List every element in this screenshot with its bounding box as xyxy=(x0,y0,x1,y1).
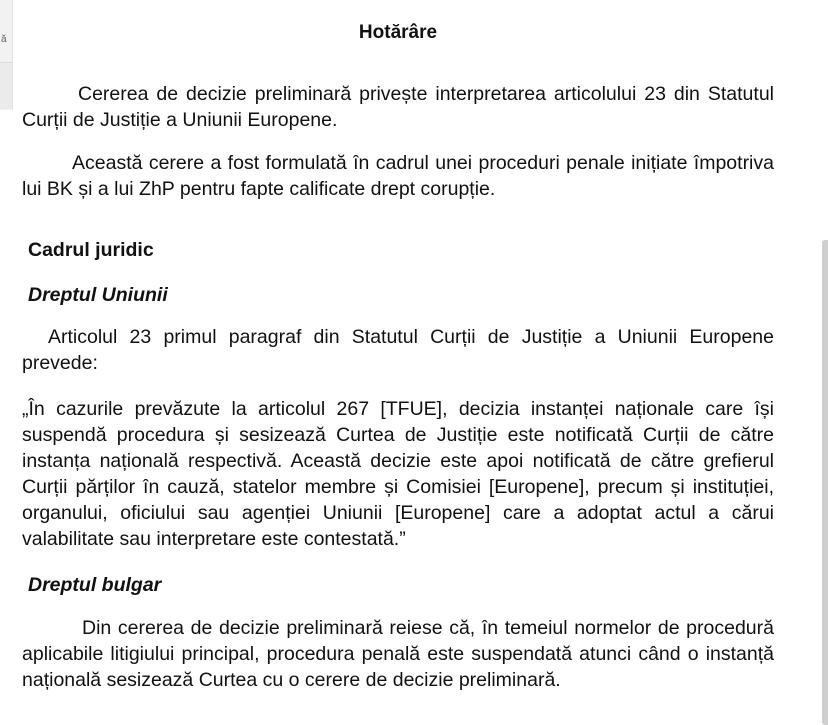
document-title: Hotărâre xyxy=(358,22,438,43)
left-panel-glyph: ă xyxy=(1,34,7,45)
vertical-scrollbar[interactable] xyxy=(822,240,828,725)
heading-bulgarian-law: Dreptul bulgar xyxy=(28,574,162,596)
paragraph-union-law-quote: „În cazurile prevăzute la articolul 267 [TFUE], decizia instanței naționale care își suspendă procedura și sesizează Curtea de Justiție este notificată Curții de către instanța națională respectivă. Această decizie este apoi notificată de către grefierul Curții părților în cauză, statelor membre și Comisiei [Europene], precum și instituției, organului, oficiului sau agenției Uniunii [Europene] care a adoptat actul a cărui valabilitate sau interpretare este contestată.” xyxy=(22,398,774,550)
heading-legal-framework: Cadrul juridic xyxy=(28,239,154,261)
heading-union-law: Dreptul Uniunii xyxy=(28,284,168,306)
paragraph-union-law-intro: Articolul 23 primul paragraf din Statutul Curții de Justiție a Uniunii Europene prevede: xyxy=(22,326,774,374)
left-panel-edge xyxy=(0,0,13,110)
left-panel-tab[interactable] xyxy=(0,62,12,109)
paragraph-intro-1: Cererea de decizie preliminară privește interpretarea articolului 23 din Statutul Curții de Justiție a Uniunii Europene. xyxy=(22,83,774,131)
paragraph-intro-2: Această cerere a fost formulată în cadrul unei proceduri penale inițiate împotriva lui BK și a lui ZhP pentru fapte calificate drept corupție. xyxy=(22,152,774,200)
paragraph-bulgarian-law: Din cererea de decizie preliminară reiese că, în temeiul normelor de procedură aplicabile litigiului principal, procedura penală este suspendată atunci când o instanță națională sesizează Curtea cu o cerere de decizie preliminară. xyxy=(22,617,774,691)
